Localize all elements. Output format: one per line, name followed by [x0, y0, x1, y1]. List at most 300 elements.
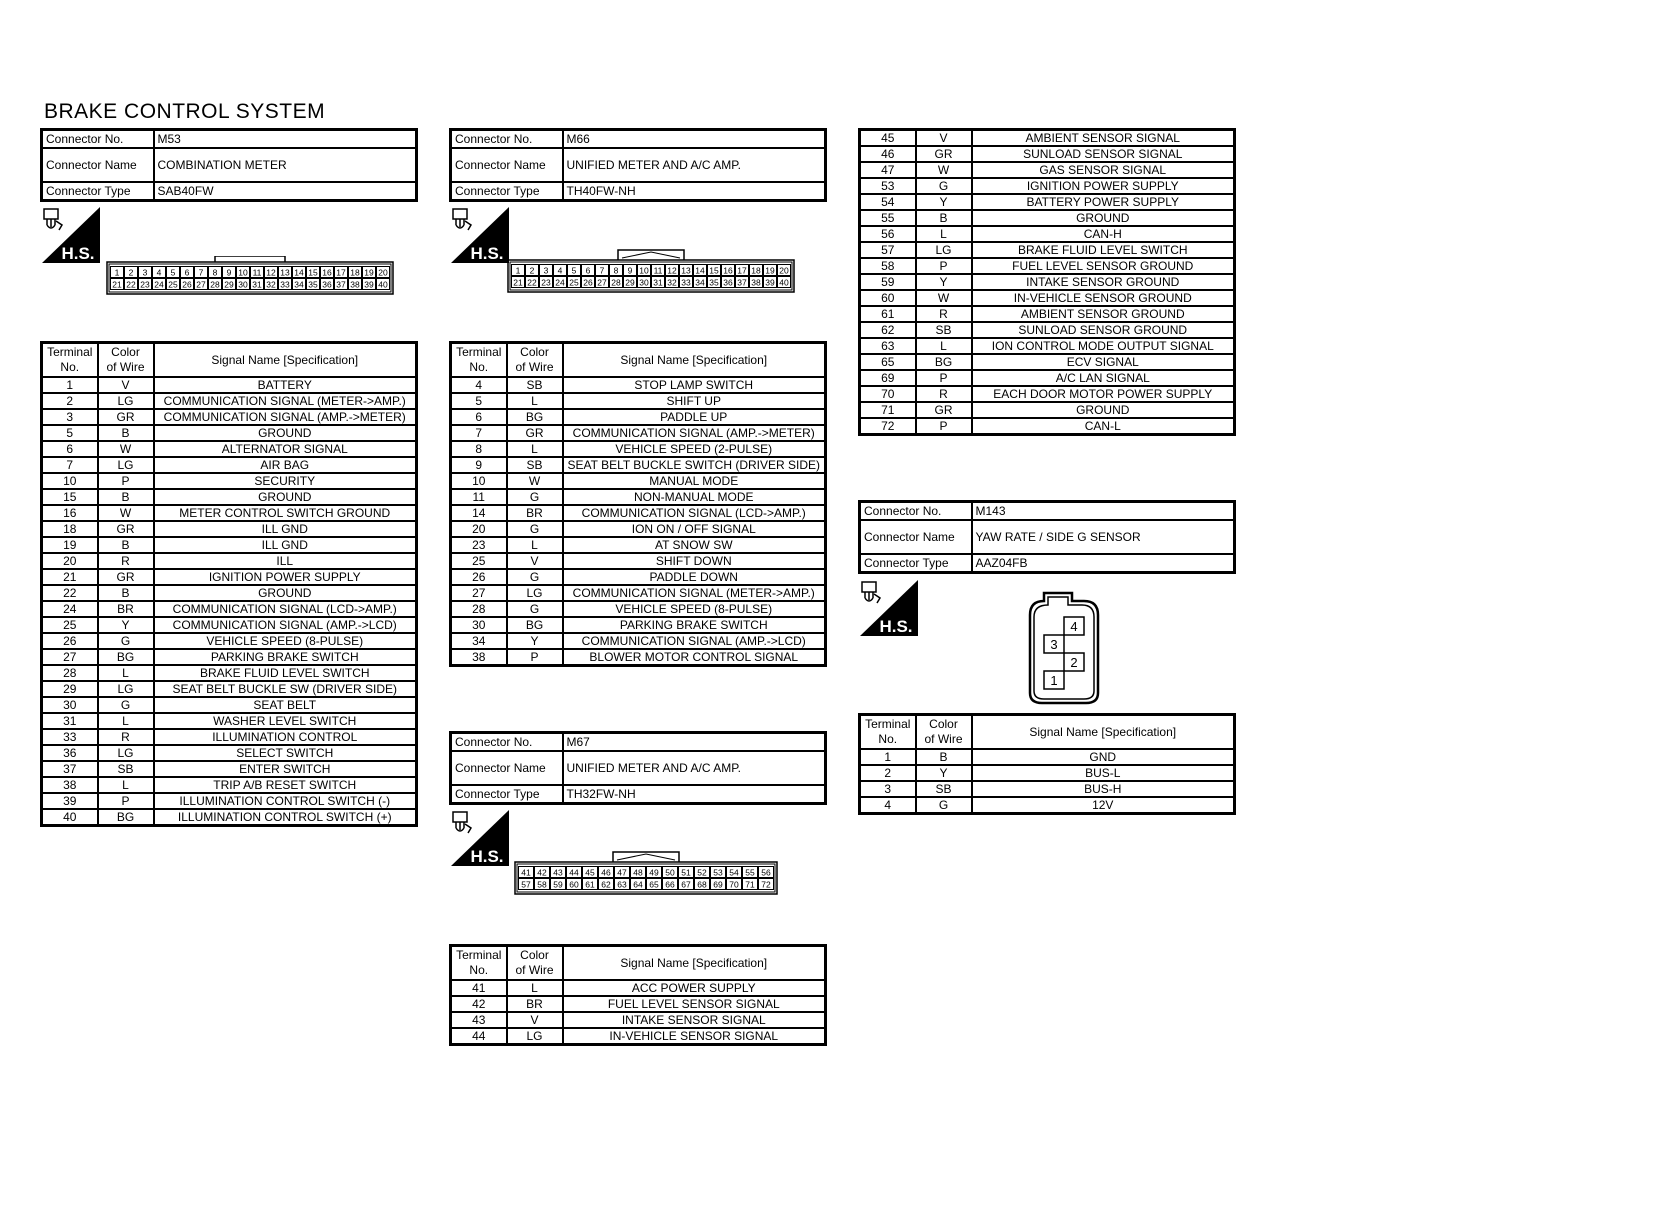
- wire-color-header: Color of Wire: [98, 343, 154, 378]
- pin-label: 53: [713, 867, 723, 878]
- signal-name-cell: COMMUNICATION SIGNAL (AMP.->METER): [154, 409, 417, 425]
- connector-type-value: TH40FW-NH: [563, 182, 826, 201]
- pin-label: 12: [667, 265, 677, 276]
- terminal-no-cell: 26: [42, 633, 98, 649]
- wire-color-cell: Y: [916, 194, 972, 210]
- terminal-no-cell: 33: [42, 729, 98, 745]
- wire-color-cell: GR: [916, 402, 972, 418]
- wire-color-cell: B: [98, 425, 154, 441]
- pin-label: 40: [378, 279, 388, 290]
- signal-name-cell: A/C LAN SIGNAL: [972, 370, 1235, 386]
- signal-name-cell: INTAKE SENSOR GROUND: [972, 274, 1235, 290]
- signal-name-cell: IN-VEHICLE SENSOR GROUND: [972, 290, 1235, 306]
- wire-color-cell: LG: [507, 1028, 563, 1045]
- wire-color-cell: Y: [916, 765, 972, 781]
- terminal-row: [451, 377, 826, 393]
- terminal-row: [451, 1028, 826, 1045]
- terminal-table-m143: [858, 713, 1236, 815]
- terminal-no-cell: 16: [42, 505, 98, 521]
- pin-label: 42: [537, 867, 547, 878]
- wire-color-cell: P: [98, 473, 154, 489]
- pin-label: 45: [585, 867, 595, 878]
- pin-label: 16: [322, 267, 332, 278]
- pin-label: 36: [723, 277, 733, 288]
- pin-label: 37: [737, 277, 747, 288]
- signal-name-cell: STOP LAMP SWITCH: [563, 377, 826, 393]
- terminal-no-cell: 59: [860, 274, 916, 290]
- terminal-row: [860, 162, 1235, 178]
- wire-color-cell: LG: [507, 585, 563, 601]
- terminal-table-m53: [40, 341, 418, 827]
- pin-label: 1: [515, 265, 521, 276]
- connector-type-value: SAB40FW: [154, 182, 417, 201]
- wire-color-cell: W: [98, 505, 154, 521]
- pin-label: 1: [1050, 673, 1058, 688]
- pin-label: 68: [697, 879, 707, 890]
- terminal-no-cell: 38: [451, 649, 507, 666]
- terminal-no-cell: 61: [860, 306, 916, 322]
- pin-label: 61: [585, 879, 595, 890]
- pin-label: 70: [729, 879, 739, 890]
- wire-color-cell: B: [916, 210, 972, 226]
- pin-label: 17: [336, 267, 346, 278]
- pin-label: 6: [585, 265, 591, 276]
- terminal-no-cell: 2: [42, 393, 98, 409]
- wire-color-cell: R: [916, 306, 972, 322]
- connector-name-label: Connector Name: [860, 520, 972, 554]
- terminal-no-cell: 31: [42, 713, 98, 729]
- connector-no-label: Connector No.: [451, 130, 563, 149]
- signal-name-cell: PADDLE UP: [563, 409, 826, 425]
- terminal-row: [42, 809, 417, 826]
- pin-label: 31: [653, 277, 663, 288]
- pin-label: 34: [695, 277, 705, 288]
- pin-label: 10: [639, 265, 649, 276]
- terminal-row: [42, 793, 417, 809]
- terminal-row: [860, 797, 1235, 814]
- terminal-table-m67: [449, 944, 827, 1046]
- wire-color-cell: G: [507, 601, 563, 617]
- wire-color-cell: V: [507, 1012, 563, 1028]
- signal-name-cell: ION ON / OFF SIGNAL: [563, 521, 826, 537]
- pin-label: 9: [627, 265, 633, 276]
- terminal-row: [42, 777, 417, 793]
- terminal-no-cell: 7: [42, 457, 98, 473]
- pin-label: 3: [1050, 637, 1058, 652]
- signal-name-cell: ACC POWER SUPPLY: [563, 980, 826, 996]
- wire-color-cell: LG: [916, 242, 972, 258]
- signal-name-header: Signal Name [Specification]: [972, 715, 1235, 750]
- harness-side-icon: [451, 207, 509, 263]
- terminal-no-cell: 22: [42, 585, 98, 601]
- wire-color-cell: Y: [98, 617, 154, 633]
- signal-name-cell: AT SNOW SW: [563, 537, 826, 553]
- pin-label: 11: [653, 265, 663, 276]
- terminal-row: [860, 290, 1235, 306]
- pin-label: 60: [569, 879, 579, 890]
- wire-color-cell: L: [507, 537, 563, 553]
- terminal-row: [42, 681, 417, 697]
- wire-color-cell: V: [916, 130, 972, 147]
- wire-color-cell: SB: [507, 457, 563, 473]
- pin-label: 32: [667, 277, 677, 288]
- pin-label: 51: [681, 867, 691, 878]
- signal-name-cell: ILL GND: [154, 521, 417, 537]
- terminal-row: [451, 633, 826, 649]
- wire-color-cell: W: [507, 473, 563, 489]
- terminal-row: [860, 258, 1235, 274]
- pin-label: 31: [252, 279, 262, 290]
- pin-label: 38: [751, 277, 761, 288]
- signal-name-cell: COMMUNICATION SIGNAL (AMP.->LCD): [154, 617, 417, 633]
- wire-color-cell: Y: [507, 633, 563, 649]
- terminal-row: [860, 242, 1235, 258]
- terminal-no-cell: 6: [451, 409, 507, 425]
- signal-name-cell: AMBIENT SENSOR SIGNAL: [972, 130, 1235, 147]
- signal-name-cell: SUNLOAD SENSOR SIGNAL: [972, 146, 1235, 162]
- signal-name-cell: ENTER SWITCH: [154, 761, 417, 777]
- terminal-row: [42, 553, 417, 569]
- signal-name-cell: GROUND: [154, 425, 417, 441]
- terminal-row: [451, 553, 826, 569]
- pin-label: 56: [761, 867, 771, 878]
- terminal-row: [42, 713, 417, 729]
- signal-name-cell: PADDLE DOWN: [563, 569, 826, 585]
- pin-label: 3: [543, 265, 549, 276]
- pin-label: 37: [336, 279, 346, 290]
- terminal-row: [451, 489, 826, 505]
- wire-color-cell: B: [98, 537, 154, 553]
- terminal-no-cell: 27: [451, 585, 507, 601]
- terminal-row: [42, 585, 417, 601]
- signal-name-cell: ECV SIGNAL: [972, 354, 1235, 370]
- terminal-row: [860, 322, 1235, 338]
- pin-label: 35: [308, 279, 318, 290]
- terminal-table-m67-continued: [858, 128, 1236, 436]
- terminal-row: [451, 409, 826, 425]
- terminal-row: [451, 505, 826, 521]
- signal-name-cell: ILLUMINATION CONTROL SWITCH (+): [154, 809, 417, 826]
- wire-color-cell: L: [507, 441, 563, 457]
- signal-name-cell: TRIP A/B RESET SWITCH: [154, 777, 417, 793]
- signal-name-cell: ILL GND: [154, 537, 417, 553]
- terminal-row: [42, 537, 417, 553]
- terminal-row: [860, 386, 1235, 402]
- pin-label: 39: [765, 277, 775, 288]
- connector-type-label: Connector Type: [42, 182, 154, 201]
- pin-label: 21: [112, 279, 122, 290]
- wire-color-cell: GR: [98, 521, 154, 537]
- wire-color-cell: GR: [98, 409, 154, 425]
- signal-name-cell: ILL: [154, 553, 417, 569]
- terminal-no-cell: 43: [451, 1012, 507, 1028]
- terminal-row: [451, 537, 826, 553]
- harness-side-icon: [860, 580, 918, 636]
- pin-label: 35: [709, 277, 719, 288]
- terminal-no-cell: 19: [42, 537, 98, 553]
- pin-label: 30: [639, 277, 649, 288]
- pin-label: 62: [601, 879, 611, 890]
- terminal-row: [451, 441, 826, 457]
- signal-name-cell: GROUND: [154, 585, 417, 601]
- connector-type-label: Connector Type: [451, 785, 563, 804]
- signal-name-cell: BLOWER MOTOR CONTROL SIGNAL: [563, 649, 826, 666]
- terminal-no-cell: 34: [451, 633, 507, 649]
- terminal-no-cell: 39: [42, 793, 98, 809]
- pin-label: 1: [114, 267, 120, 278]
- signal-name-cell: SUNLOAD SENSOR GROUND: [972, 322, 1235, 338]
- pin-label: 6: [184, 267, 190, 278]
- wire-color-cell: BG: [98, 649, 154, 665]
- pin-label: 55: [745, 867, 755, 878]
- terminal-row: [42, 697, 417, 713]
- pin-label: 63: [617, 879, 627, 890]
- signal-name-header: Signal Name [Specification]: [563, 946, 826, 981]
- signal-name-cell: GAS SENSOR SIGNAL: [972, 162, 1235, 178]
- terminal-row: [451, 585, 826, 601]
- terminal-no-cell: 44: [451, 1028, 507, 1045]
- pin-label: 8: [613, 265, 619, 276]
- pin-label: 16: [723, 265, 733, 276]
- connector-name-label: Connector Name: [451, 751, 563, 785]
- terminal-row: [860, 781, 1235, 797]
- terminal-row: [42, 473, 417, 489]
- terminal-row: [860, 130, 1235, 147]
- pin-label: 30: [238, 279, 248, 290]
- wire-color-cell: R: [98, 553, 154, 569]
- signal-name-cell: METER CONTROL SWITCH GROUND: [154, 505, 417, 521]
- terminal-no-cell: 9: [451, 457, 507, 473]
- connector-type-value: TH32FW-NH: [563, 785, 826, 804]
- pin-label: 27: [597, 277, 607, 288]
- wire-color-cell: BG: [507, 409, 563, 425]
- signal-name-cell: BATTERY: [154, 377, 417, 393]
- terminal-no-cell: 20: [42, 553, 98, 569]
- pin-label: 7: [198, 267, 204, 278]
- signal-name-cell: COMMUNICATION SIGNAL (AMP.->LCD): [563, 633, 826, 649]
- pin-label: 39: [364, 279, 374, 290]
- terminal-row: [451, 425, 826, 441]
- terminal-row: [860, 354, 1235, 370]
- terminal-row: [42, 761, 417, 777]
- terminal-no-cell: 72: [860, 418, 916, 435]
- terminal-no-cell: 23: [451, 537, 507, 553]
- signal-name-cell: VEHICLE SPEED (8-PULSE): [563, 601, 826, 617]
- pin-label: 34: [294, 279, 304, 290]
- wire-color-cell: SB: [98, 761, 154, 777]
- wire-color-cell: R: [98, 729, 154, 745]
- signal-name-cell: SEAT BELT: [154, 697, 417, 713]
- terminal-row: [42, 729, 417, 745]
- terminal-row: [42, 617, 417, 633]
- pin-label: 19: [364, 267, 374, 278]
- wire-color-header: Color of Wire: [507, 343, 563, 378]
- pin-label: 20: [378, 267, 388, 278]
- pin-label: 4: [156, 267, 162, 278]
- pin-label: 47: [617, 867, 627, 878]
- wire-color-cell: B: [98, 489, 154, 505]
- pin-label: 22: [126, 279, 136, 290]
- terminal-row: [860, 306, 1235, 322]
- signal-name-cell: COMMUNICATION SIGNAL (LCD->AMP.): [154, 601, 417, 617]
- terminal-no-cell: 11: [451, 489, 507, 505]
- wire-color-cell: L: [916, 338, 972, 354]
- connector-face-diagram-m53: [106, 256, 394, 296]
- connector-type-label: Connector Type: [451, 182, 563, 201]
- signal-name-cell: SELECT SWITCH: [154, 745, 417, 761]
- terminal-row: [451, 996, 826, 1012]
- pin-label: 13: [280, 267, 290, 278]
- wire-color-cell: BG: [98, 809, 154, 826]
- terminal-no-cell: 57: [860, 242, 916, 258]
- connector-no-label: Connector No.: [860, 502, 972, 521]
- terminal-row: [860, 274, 1235, 290]
- terminal-no-cell: 25: [42, 617, 98, 633]
- signal-name-cell: GND: [972, 749, 1235, 765]
- terminal-row: [860, 178, 1235, 194]
- terminal-no-header: Terminal No.: [860, 715, 916, 750]
- connector-name-value: COMBINATION METER: [154, 148, 417, 182]
- signal-name-cell: BUS-H: [972, 781, 1235, 797]
- pin-label: 23: [140, 279, 150, 290]
- connector-no-value: M143: [972, 502, 1235, 521]
- wire-color-cell: L: [98, 713, 154, 729]
- terminal-no-cell: 15: [42, 489, 98, 505]
- terminal-row: [451, 649, 826, 666]
- pin-label: 5: [170, 267, 176, 278]
- pin-label: 58: [537, 879, 547, 890]
- wire-color-cell: LG: [98, 681, 154, 697]
- harness-side-icon: [451, 810, 509, 866]
- hs-label: H.S.: [879, 617, 913, 636]
- wire-color-cell: G: [507, 489, 563, 505]
- terminal-row: [860, 146, 1235, 162]
- signal-name-cell: IN-VEHICLE SENSOR SIGNAL: [563, 1028, 826, 1045]
- terminal-no-cell: 54: [860, 194, 916, 210]
- pin-label: 57: [521, 879, 531, 890]
- connector-name-label: Connector Name: [42, 148, 154, 182]
- wire-color-cell: B: [916, 749, 972, 765]
- terminal-row: [42, 601, 417, 617]
- signal-name-cell: ION CONTROL MODE OUTPUT SIGNAL: [972, 338, 1235, 354]
- wire-color-cell: BR: [98, 601, 154, 617]
- harness-side-icon: [42, 207, 100, 263]
- terminal-no-cell: 65: [860, 354, 916, 370]
- pin-label: 24: [555, 277, 565, 288]
- connector-info-m53: [40, 128, 418, 202]
- terminal-row: [42, 633, 417, 649]
- terminal-row: [860, 370, 1235, 386]
- terminal-row: [451, 393, 826, 409]
- terminal-no-cell: 26: [451, 569, 507, 585]
- wire-color-cell: P: [507, 649, 563, 666]
- signal-name-cell: COMMUNICATION SIGNAL (METER->AMP.): [154, 393, 417, 409]
- terminal-no-cell: 10: [451, 473, 507, 489]
- signal-name-cell: COMMUNICATION SIGNAL (AMP.->METER): [563, 425, 826, 441]
- terminal-row: [860, 226, 1235, 242]
- terminal-no-cell: 24: [42, 601, 98, 617]
- terminal-table-m66: [449, 341, 827, 667]
- pin-label: 4: [1070, 619, 1078, 634]
- terminal-no-cell: 71: [860, 402, 916, 418]
- terminal-no-cell: 5: [42, 425, 98, 441]
- pin-label: 33: [280, 279, 290, 290]
- terminal-no-cell: 46: [860, 146, 916, 162]
- terminal-no-cell: 6: [42, 441, 98, 457]
- signal-name-cell: BRAKE FLUID LEVEL SWITCH: [154, 665, 417, 681]
- terminal-row: [860, 418, 1235, 435]
- connector-name-value: UNIFIED METER AND A/C AMP.: [563, 751, 826, 785]
- signal-name-cell: CAN-H: [972, 226, 1235, 242]
- connector-face-diagram-m67: [514, 850, 778, 896]
- pin-label: 26: [182, 279, 192, 290]
- terminal-row: [451, 980, 826, 996]
- wire-color-cell: P: [916, 370, 972, 386]
- terminal-no-cell: 58: [860, 258, 916, 274]
- signal-name-cell: BATTERY POWER SUPPLY: [972, 194, 1235, 210]
- pin-label: 17: [737, 265, 747, 276]
- pin-label: 14: [294, 267, 304, 278]
- terminal-no-header: Terminal No.: [451, 343, 507, 378]
- terminal-no-cell: 70: [860, 386, 916, 402]
- terminal-no-cell: 53: [860, 178, 916, 194]
- pin-label: 24: [154, 279, 164, 290]
- terminal-row: [860, 338, 1235, 354]
- terminal-no-cell: 60: [860, 290, 916, 306]
- pin-label: 59: [553, 879, 563, 890]
- hs-label: H.S.: [61, 244, 95, 263]
- pin-label: 40: [779, 277, 789, 288]
- wire-color-cell: SB: [916, 322, 972, 338]
- pin-label: 29: [625, 277, 635, 288]
- pin-label: 21: [513, 277, 523, 288]
- wire-color-cell: W: [916, 290, 972, 306]
- signal-name-cell: NON-MANUAL MODE: [563, 489, 826, 505]
- pin-label: 20: [779, 265, 789, 276]
- signal-name-cell: GROUND: [972, 402, 1235, 418]
- wire-color-cell: L: [507, 393, 563, 409]
- wire-color-header: Color of Wire: [507, 946, 563, 981]
- wire-color-cell: BR: [507, 996, 563, 1012]
- terminal-row: [42, 425, 417, 441]
- terminal-no-cell: 36: [42, 745, 98, 761]
- connector-face-diagram-m66: [507, 248, 795, 294]
- pin-label: 11: [252, 267, 262, 278]
- terminal-no-cell: 3: [860, 781, 916, 797]
- signal-name-cell: COMMUNICATION SIGNAL (LCD->AMP.): [563, 505, 826, 521]
- wire-color-cell: BG: [916, 354, 972, 370]
- pin-label: 8: [212, 267, 218, 278]
- connector-no-value: M67: [563, 733, 826, 752]
- terminal-row: [42, 665, 417, 681]
- pin-label: 50: [665, 867, 675, 878]
- wire-color-cell: G: [507, 569, 563, 585]
- terminal-no-cell: 28: [42, 665, 98, 681]
- wire-color-cell: L: [98, 777, 154, 793]
- terminal-no-cell: 37: [42, 761, 98, 777]
- wire-color-cell: LG: [98, 393, 154, 409]
- pin-label: 72: [761, 879, 771, 890]
- wire-color-cell: G: [98, 697, 154, 713]
- terminal-row: [451, 1012, 826, 1028]
- pin-label: 14: [695, 265, 705, 276]
- wire-color-cell: SB: [916, 781, 972, 797]
- pin-label: 69: [713, 879, 723, 890]
- terminal-no-cell: 47: [860, 162, 916, 178]
- signal-name-cell: GROUND: [154, 489, 417, 505]
- signal-name-cell: AMBIENT SENSOR GROUND: [972, 306, 1235, 322]
- hs-label: H.S.: [470, 847, 504, 866]
